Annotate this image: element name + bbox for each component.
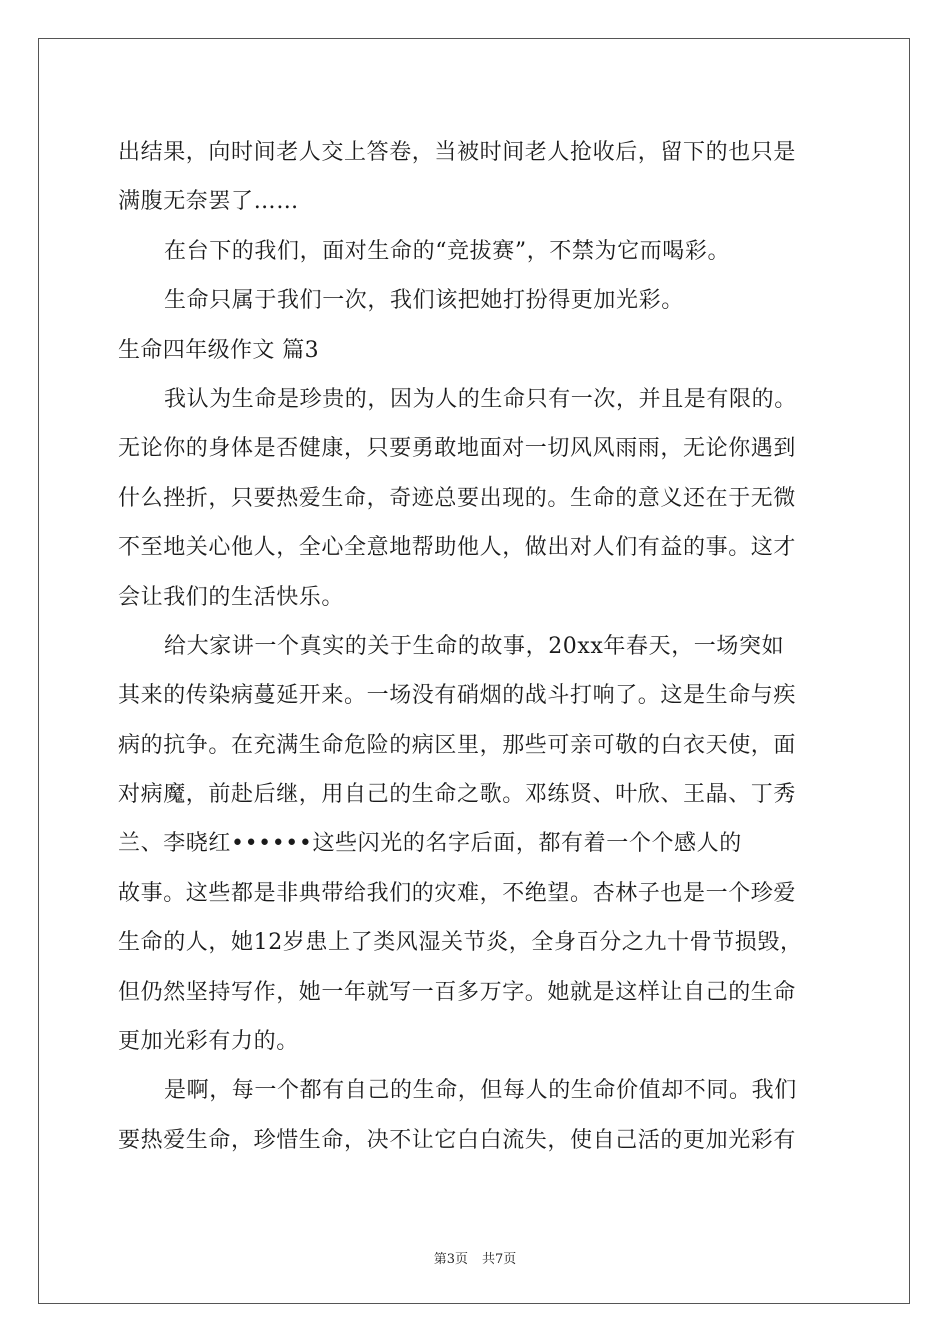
- body-line: 病的抗争。在充满生命危险的病区里，那些可亲可敬的白衣天使，面: [118, 732, 797, 758]
- paragraph-start: 我认为生命是珍贵的，因为人的生命只有一次，并且是有限的。: [164, 386, 797, 412]
- body-line: 无论你的身体是否健康，只要勇敢地面对一切风风雨雨，无论你遇到: [118, 436, 797, 462]
- page-number: 第3页: [433, 1252, 468, 1267]
- body-line: 出结果，向时间老人交上答卷，当被时间老人抢收后，留下的也只是: [118, 140, 797, 165]
- paragraph-start: 在台下的我们，面对生命的“竞拔赛”，不禁为它而喝彩。: [164, 238, 731, 264]
- body-line: 什么挫折，只要热爱生命，奇迹总要出现的。生命的意义还在于无微: [118, 485, 797, 511]
- section-heading: 生命四年级作文 篇3: [118, 337, 319, 363]
- body-line: 故事。这些都是非典带给我们的灾难，不绝望。杏林子也是一个珍爱: [118, 880, 797, 906]
- body-line: 会让我们的生活快乐。: [118, 584, 345, 610]
- body-line: 满腹无奈罢了……: [118, 189, 299, 215]
- body-line: 更加光彩有力的。: [118, 1029, 299, 1055]
- body-line: 要热爱生命，珍惜生命，决不让它白白流失，使自己活的更加光彩有: [118, 1127, 797, 1153]
- page-footer: [0, 1248, 950, 1267]
- paragraph-start: 是啊，每一个都有自己的生命，但每人的生命价值却不同。我们: [164, 1078, 797, 1104]
- body-line: 不至地关心他人，全心全意地帮助他人，做出对人们有益的事。这才: [118, 535, 797, 561]
- body-line: 兰、李晓红••••••这些闪光的名字后面，都有着一个个感人的: [118, 831, 742, 857]
- paragraph-start: 生命只属于我们一次，我们该把她打扮得更加光彩。: [164, 288, 684, 314]
- document-body: [118, 128, 858, 1165]
- page-total: 共7页: [482, 1252, 517, 1267]
- body-line: 对病魔，前赴后继，用自己的生命之歌。邓练贤、叶欣、王晶、丁秀: [118, 782, 797, 808]
- body-line: 但仍然坚持写作，她一年就写一百多万字。她就是这样让自己的生命: [118, 979, 797, 1005]
- body-line: 其来的传染病蔓延开来。一场没有硝烟的战斗打响了。这是生命与疾: [118, 683, 797, 709]
- paragraph-start: 给大家讲一个真实的关于生命的故事，20xx年春天，一场突如: [164, 633, 785, 659]
- body-line: 生命的人，她12岁患上了类风湿关节炎，全身百分之九十骨节损毁，: [118, 930, 803, 956]
